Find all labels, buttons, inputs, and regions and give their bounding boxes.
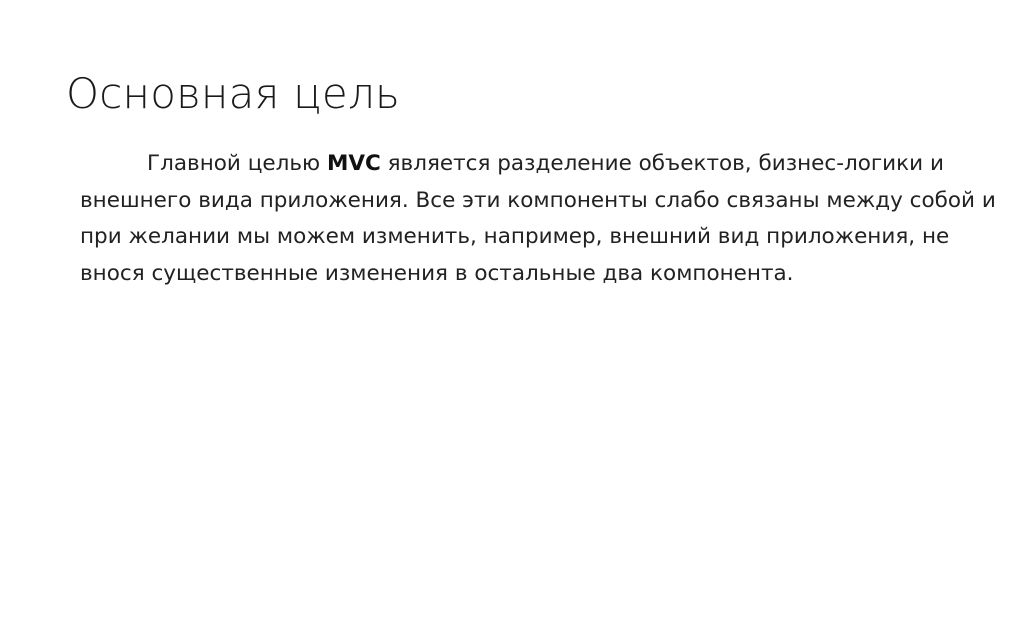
slide-paragraph xyxy=(80,146,1008,292)
paragraph-text-end: является разделение объектов, бизнес-логики и внешнего вида приложения. Все эти компоненты слабо связаны между собой и при желании мы можем изменить, например, внешний вид приложения, не внося существенные изменения в остальные два компонента. xyxy=(80,151,996,286)
paragraph-text-start: Главной целью xyxy=(147,151,327,176)
mvc-emphasis: MVC xyxy=(326,151,381,176)
slide-title: Основная цель xyxy=(66,69,400,118)
